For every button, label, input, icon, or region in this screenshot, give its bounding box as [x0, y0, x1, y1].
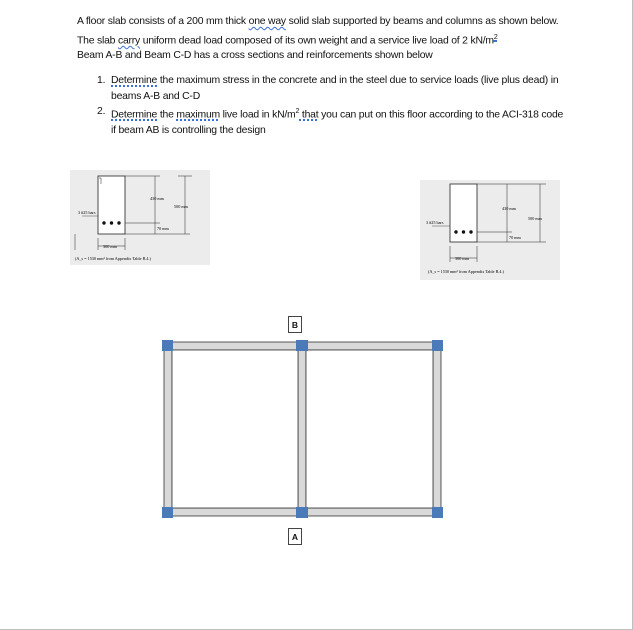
intro-text-4: Beam A-B and Beam C-D has a cross sections and reinforcements shown below: [77, 50, 433, 62]
base-label: 300 mm: [455, 256, 469, 261]
question-1: [97, 73, 567, 104]
beam-a-b: [298, 342, 306, 516]
beam-section-left: [70, 170, 210, 265]
bars-label: 3 #25 bars: [426, 220, 444, 225]
beam-outline: [98, 176, 125, 234]
q2-maximum[interactable]: maximum: [176, 109, 220, 121]
intro-carry[interactable]: carry: [117, 34, 141, 46]
column: [432, 507, 443, 518]
beam-left: [164, 342, 172, 516]
q2-text-2: live load in kN/m: [220, 109, 296, 121]
rebar: [469, 230, 472, 233]
q2-determine[interactable]: Determine: [111, 109, 158, 121]
area-caption: (A_s = 1530 mm² from Appendix Table B.4.): [75, 256, 151, 261]
beam-right: [433, 342, 441, 516]
base-label: 300 mm: [103, 244, 117, 249]
label-b: [288, 316, 302, 333]
q1-text: the maximum stress in the concrete and in the steel due to service loads (live plus dead) in beams A-B and C-D: [111, 75, 559, 102]
beam-section-left-drawing: [70, 170, 210, 265]
column: [162, 507, 173, 518]
intro-text-3: uniform dead load composed of its own weight and a service live load of 2 kN/m: [140, 34, 494, 46]
label-a-text: A: [291, 531, 299, 542]
question-number: 2.: [97, 106, 106, 117]
q1-determine[interactable]: Determine: [111, 75, 158, 86]
intro-one-way[interactable]: one way: [248, 16, 286, 27]
label-b-text: B: [291, 319, 299, 330]
problem-statement: [77, 14, 562, 64]
floor-plan: [160, 338, 445, 520]
label-a: [288, 528, 302, 545]
dim-label-depth: 500 mm: [174, 204, 188, 209]
rebar: [102, 221, 105, 224]
figure-background: [420, 180, 560, 280]
column: [296, 507, 308, 518]
floor-plan-drawing: [160, 338, 445, 520]
intro-text-2: solid slab supported by beams and columns as shown below. The slab: [77, 16, 559, 46]
rebar: [454, 230, 457, 233]
cover-label: 70 mm: [509, 235, 521, 240]
dim-label-depth: 500 mm: [528, 216, 542, 221]
column: [162, 340, 173, 351]
q2-text-3: you can put on this floor according to the ACI-318 code if beam AB is controlling the design: [111, 109, 564, 136]
figure-background: [70, 170, 210, 265]
slab-panel-left: [172, 350, 298, 508]
column: [432, 340, 443, 351]
intro-sup: 2: [493, 33, 498, 41]
rebar: [462, 230, 465, 233]
intro-text-1: A floor slab consists of a 200 mm thick: [77, 16, 249, 27]
cover-label: 70 mm: [157, 226, 169, 231]
question-2: [97, 104, 567, 138]
slab-panel-right: [306, 350, 433, 508]
q2-that[interactable]: that: [299, 109, 319, 121]
beam-section-right: [420, 180, 560, 280]
beam-section-right-drawing: [420, 180, 560, 280]
question-list: [97, 73, 567, 138]
bars-label: 3 #25 bars: [78, 210, 96, 215]
question-number: 1.: [97, 75, 106, 86]
rebar: [110, 221, 113, 224]
rebar: [117, 221, 120, 224]
q2-sup: 2: [295, 108, 300, 115]
column: [296, 340, 308, 351]
dim-label-width: 430 mm: [502, 206, 516, 211]
dim-label-width: 430 mm: [150, 196, 164, 201]
area-caption: (A_s = 1530 mm² from Appendix Table B.4.): [428, 269, 504, 274]
q2-text-1: the: [157, 109, 177, 121]
